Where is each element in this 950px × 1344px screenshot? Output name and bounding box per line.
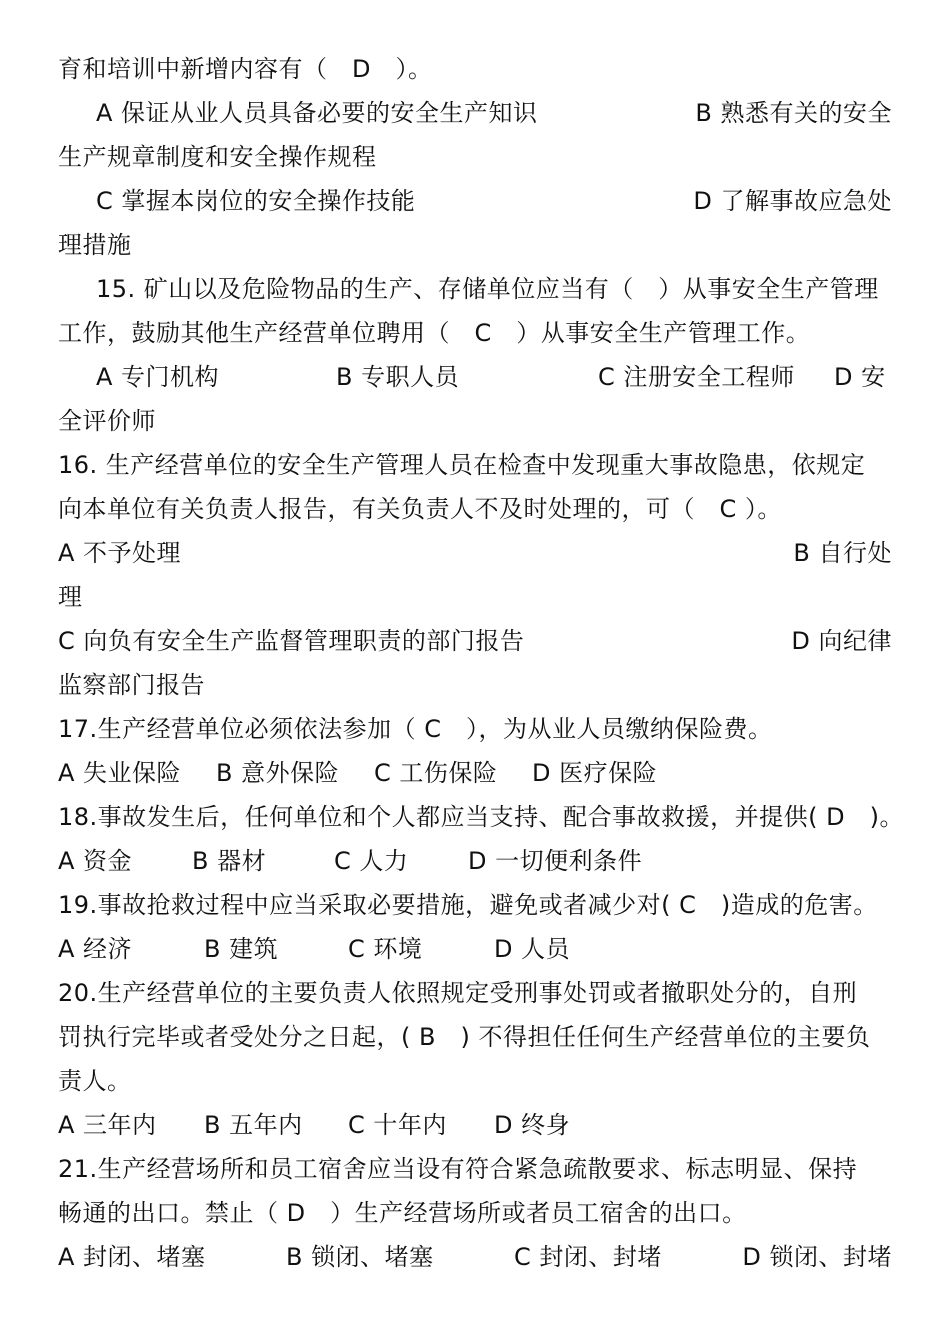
option-c: C 工伤保险 [374, 759, 498, 787]
text: 育和培训中新增内容有（ D ）。 [58, 55, 433, 83]
option-d: D 安 [834, 363, 886, 391]
text: 工作，鼓励其他生产经营单位聘用（ C ）从事安全生产管理工作。 [58, 319, 811, 347]
question-15 [96, 267, 892, 311]
question-16 [58, 443, 892, 487]
question-text-line [58, 135, 892, 179]
question-text-line [58, 223, 892, 267]
text: 监察部门报告 [58, 671, 205, 699]
option-c: C 环境 [348, 935, 423, 963]
option-c: C 封闭、封堵 [514, 1243, 662, 1271]
option-d: D 终身 [494, 1111, 571, 1139]
option-a: A 不予处理 [58, 539, 182, 567]
option-row [58, 619, 892, 663]
option-c: C 掌握本岗位的安全操作技能 [96, 187, 416, 215]
option-b: B 自行处 [793, 539, 892, 567]
option-a: A 三年内 [58, 1111, 157, 1139]
option-d: D 锁闭、封堵 [742, 1243, 892, 1271]
text: 理措施 [58, 231, 132, 259]
text: 生产规章制度和安全操作规程 [58, 143, 377, 171]
option-row [96, 91, 892, 135]
question-17 [58, 707, 892, 751]
text: 责人。 [58, 1067, 132, 1095]
option-row [58, 531, 892, 575]
text: 全评价师 [58, 407, 156, 435]
option-row [58, 1235, 892, 1279]
option-b: B 锁闭、堵塞 [286, 1243, 434, 1271]
option-c: C 十年内 [348, 1111, 447, 1139]
option-b: B 专职人员 [336, 363, 460, 391]
option-d: D 了解事故应急处 [693, 187, 892, 215]
text: 罚执行完毕或者受处分之日起，( B ) 不得担任任何生产经营单位的主要负 [58, 1023, 871, 1051]
option-c: C 人力 [334, 847, 409, 875]
question-19 [58, 883, 892, 927]
option-row [58, 751, 892, 795]
option-b: B 五年内 [204, 1111, 303, 1139]
text: 18.事故发生后，任何单位和个人都应当支持、配合事故救援，并提供( D )。 [58, 803, 905, 831]
option-row [58, 1103, 892, 1147]
question-text-line [58, 663, 892, 707]
option-b: B 意外保险 [216, 759, 340, 787]
text: 17.生产经营单位必须依法参加（ C ），为从业人员缴纳保险费。 [58, 715, 773, 743]
option-b: B 建筑 [204, 935, 279, 963]
option-c: C 注册安全工程师 [598, 363, 795, 391]
question-text-line [58, 487, 892, 531]
option-d: D 向纪律 [791, 627, 892, 655]
option-b: B 器材 [192, 847, 267, 875]
option-d: D 医疗保险 [532, 759, 658, 787]
option-d: D 一切便利条件 [468, 847, 643, 875]
text: 19.事故抢救过程中应当采取必要措施，避免或者减少对( C )造成的危害。 [58, 891, 878, 919]
question-21 [58, 1147, 892, 1191]
text: 15. 矿山以及危险物品的生产、存储单位应当有（ ）从事安全生产管理 [96, 275, 879, 303]
option-a: A 保证从业人员具备必要的安全生产知识 [96, 99, 538, 127]
option-a: A 失业保险 [58, 759, 182, 787]
option-row [58, 839, 892, 883]
option-a: A 封闭、堵塞 [58, 1243, 206, 1271]
text: 理 [58, 583, 83, 611]
option-row [96, 179, 892, 223]
option-d: D 人员 [494, 935, 571, 963]
option-c: C 向负有安全生产监督管理职责的部门报告 [58, 627, 525, 655]
option-row [58, 927, 892, 971]
question-text-line [58, 311, 892, 355]
text: 16. 生产经营单位的安全生产管理人员在检查中发现重大事故隐患，依规定 [58, 451, 866, 479]
option-a: A 专门机构 [96, 363, 220, 391]
option-a: A 资金 [58, 847, 133, 875]
question-text-line [58, 47, 892, 91]
text: 向本单位有关负责人报告，有关负责人不及时处理的，可（ C ）。 [58, 495, 782, 523]
text: 20.生产经营单位的主要负责人依照规定受刑事处罚或者撤职处分的，自刑 [58, 979, 858, 1007]
question-text-line [58, 399, 892, 443]
question-text-line [58, 1015, 892, 1059]
question-20 [58, 971, 892, 1015]
option-b: B 熟悉有关的安全 [695, 99, 892, 127]
option-row [96, 355, 892, 399]
question-text-line [58, 575, 892, 619]
question-text-line [58, 1059, 892, 1103]
text: 21.生产经营场所和员工宿舍应当设有符合紧急疏散要求、标志明显、保持 [58, 1155, 858, 1183]
option-a: A 经济 [58, 935, 133, 963]
question-text-line [58, 1191, 892, 1235]
question-18 [58, 795, 905, 839]
text: 畅通的出口。禁止（ D ）生产经营场所或者员工宿舍的出口。 [58, 1199, 747, 1227]
